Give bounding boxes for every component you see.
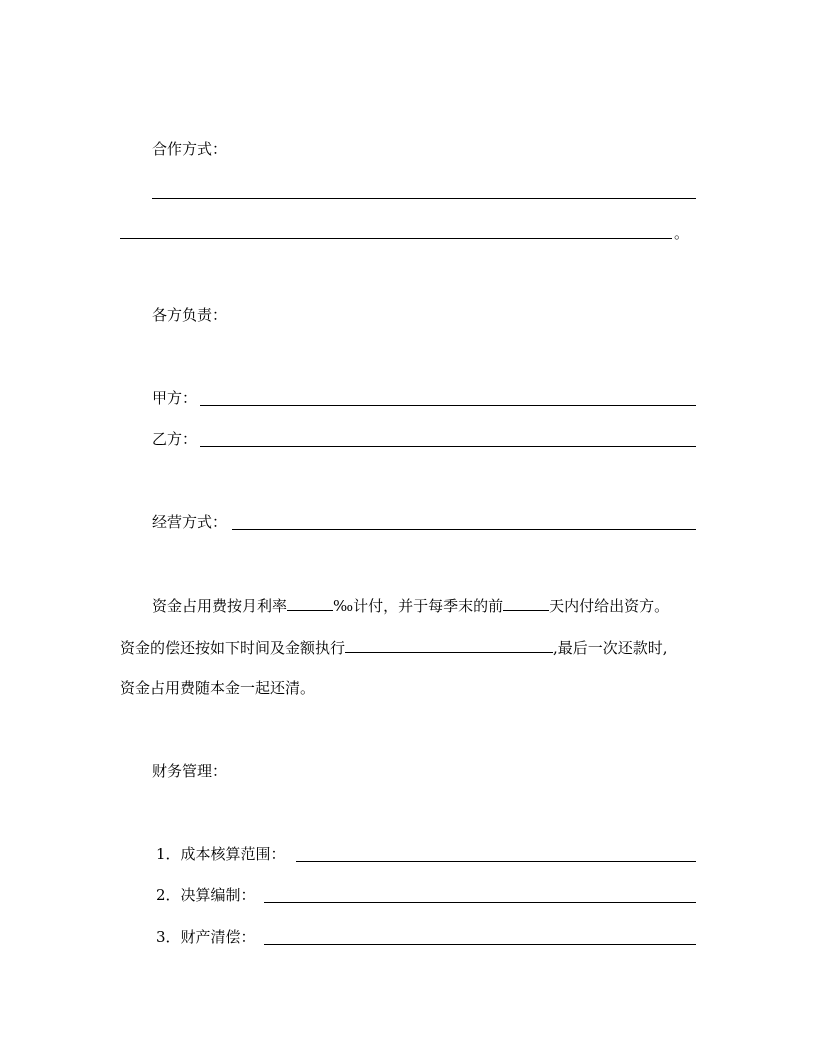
- funds-line-1-part-a: 资金占用费按月利率: [152, 597, 288, 615]
- finance-item-2-num: 2．: [156, 886, 181, 904]
- finance-item-2-label: 决算编制：: [180, 886, 256, 904]
- funds-line-3: 资金占用费随本金一起还清。: [120, 679, 316, 697]
- party-a-blank[interactable]: [200, 405, 696, 406]
- funds-line-2: [120, 638, 668, 657]
- cooperation-blank-line-1[interactable]: [152, 198, 696, 199]
- finance-item-3: [156, 928, 256, 946]
- funds-line-1: [152, 596, 669, 615]
- party-b-blank[interactable]: [200, 446, 696, 447]
- days-blank[interactable]: [503, 596, 549, 611]
- finance-item-1-num: 1．: [156, 845, 181, 863]
- final-accounts-blank[interactable]: [264, 902, 696, 903]
- operation-blank[interactable]: [232, 529, 696, 530]
- finance-item-3-num: 3．: [156, 928, 181, 946]
- finance-label: 财务管理：: [152, 762, 228, 780]
- party-a-label: 甲方：: [152, 389, 198, 407]
- funds-line-2-part-a: 资金的偿还按如下时间及金额执行: [120, 639, 346, 657]
- responsibilities-label: 各方负责：: [152, 306, 228, 324]
- finance-item-3-label: 财产清偿：: [180, 928, 256, 946]
- finance-item-1-label: 成本核算范围：: [180, 845, 286, 863]
- operation-label: 经营方式：: [152, 513, 228, 531]
- cooperation-blank-line-2[interactable]: [120, 238, 672, 239]
- cost-accounting-blank[interactable]: [296, 861, 696, 862]
- monthly-rate-blank[interactable]: [287, 596, 333, 611]
- finance-item-1: [156, 845, 286, 863]
- funds-line-1-part-c: 天内付给出资方。: [549, 597, 670, 615]
- finance-item-2: [156, 886, 256, 904]
- funds-line-2-part-b: ,最后一次还款时,: [553, 639, 668, 657]
- property-liquidation-blank[interactable]: [264, 944, 696, 945]
- party-b-label: 乙方：: [152, 430, 198, 448]
- repayment-schedule-blank[interactable]: [345, 638, 553, 653]
- funds-line-1-part-b: ‰计付，并于每季末的前: [333, 597, 504, 615]
- cooperation-label: 合作方式：: [152, 140, 228, 158]
- cooperation-end-punct: 。: [674, 224, 690, 242]
